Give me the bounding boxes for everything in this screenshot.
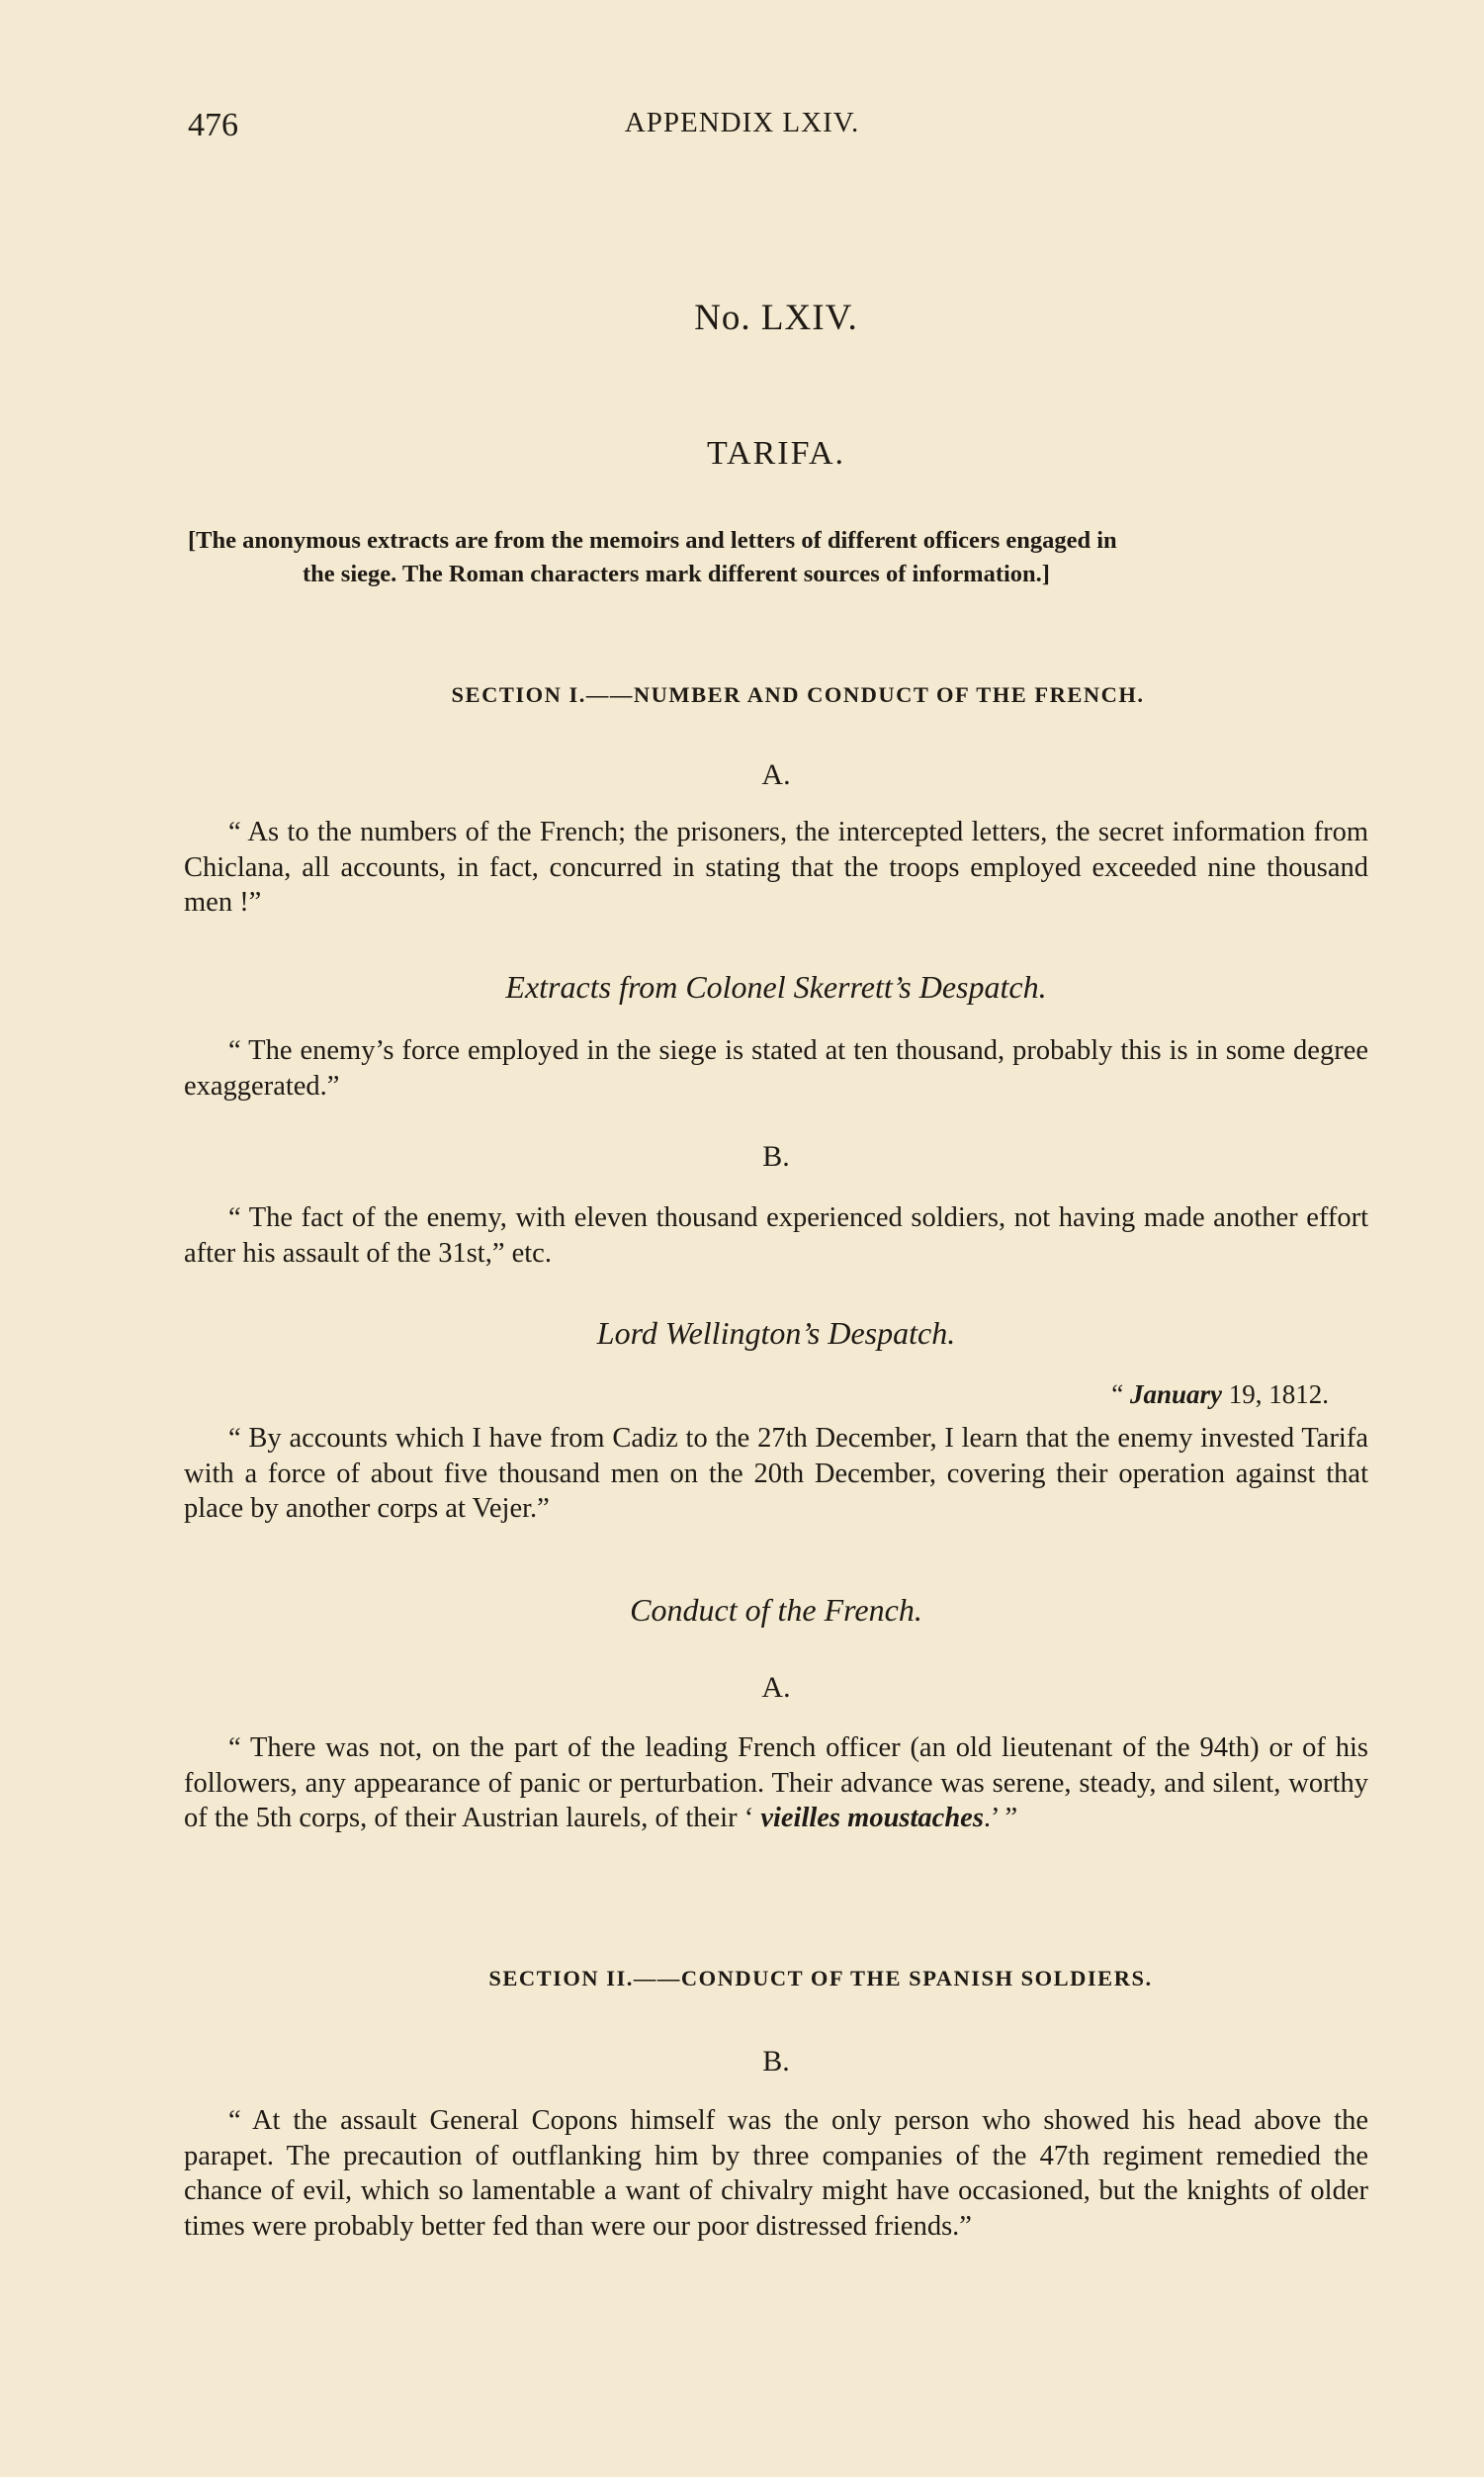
editorial-note <box>188 524 1369 591</box>
section-2-heading: SECTION II.——CONDUCT OF THE SPANISH SOLDIERS. <box>488 1966 1153 1990</box>
conduct-letter-a: A. <box>761 1671 791 1704</box>
section-1-letter-a: A. <box>761 758 791 791</box>
wellington-despatch-date <box>184 1379 1329 1410</box>
conduct-of-french-text <box>184 1730 1368 1836</box>
section-2-letter-b: B. <box>762 2045 790 2078</box>
conduct-text-italic: vieilles moustaches <box>760 1803 984 1833</box>
editorial-note-line-2: the siege. The Roman characters mark different sources of information.] <box>303 561 1050 587</box>
page-number: 476 <box>188 107 238 143</box>
section-1-extract-b: “ The fact of the enemy, with eleven thousand experienced soldiers, not having made another effort after his assault of the 31st,” etc. <box>184 1202 1368 1269</box>
date-month: January <box>1129 1379 1222 1409</box>
section-1-letter-b: B. <box>762 1140 790 1173</box>
conduct-text-pre: “ There was not, on the part of the leading French officer (an old lieutenant of the 94th) or of his followers, any appearance of panic or perturbation. Their advance was serene, steady, and silent, worthy of the 5th corps, of their Austrian laurels, of their ‘ <box>184 1732 1368 1833</box>
page-header <box>0 107 1484 156</box>
document-title: No. LXIV. <box>694 298 858 338</box>
running-title: APPENDIX LXIV. <box>624 107 860 138</box>
section-2-extract-b: “ At the assault General Copons himself was the only person who showed his head above the parapet. The precaution of outflanking him by three companies of the 47th regiment remedied the chance of evil, which so lamentable a want of chivalry might have occasioned, but the knights of older times were probably better fed than were our poor distressed friends.” <box>184 2105 1368 2242</box>
section-1-extract-a: “ As to the numbers of the French; the prisoners, the intercepted letters, the secret information from Chiclana, all accounts, in fact, concurred in stating that the troops employed exceeded nine thousand men !” <box>184 817 1368 918</box>
place-title: TARIFA. <box>706 435 846 472</box>
skerrett-despatch-heading: Extracts from Colonel Skerrett’s Despatch. <box>505 969 1047 1005</box>
section-1-heading: SECTION I.——NUMBER AND CONDUCT OF THE FRENCH. <box>451 682 1145 707</box>
date-rest: 19, 1812. <box>1222 1379 1329 1409</box>
skerrett-despatch-text: “ The enemy’s force employed in the siege is stated at ten thousand, probably this is in some degree exaggerated.” <box>184 1035 1368 1102</box>
conduct-of-french-heading: Conduct of the French. <box>630 1592 922 1628</box>
conduct-text-post: .’ ” <box>983 1803 1018 1833</box>
date-prefix: “ <box>1111 1379 1130 1409</box>
editorial-note-line-1: [The anonymous extracts are from the memoirs and letters of different officers engaged in <box>188 527 1117 554</box>
wellington-despatch-text: “ By accounts which I have from Cadiz to the 27th December, I learn that the enemy invested Tarifa with a force of about five thousand men on the 20th December, covering their operation against that place by another corps at Vejer.” <box>184 1423 1368 1524</box>
wellington-despatch-heading: Lord Wellington’s Despatch. <box>596 1315 956 1351</box>
